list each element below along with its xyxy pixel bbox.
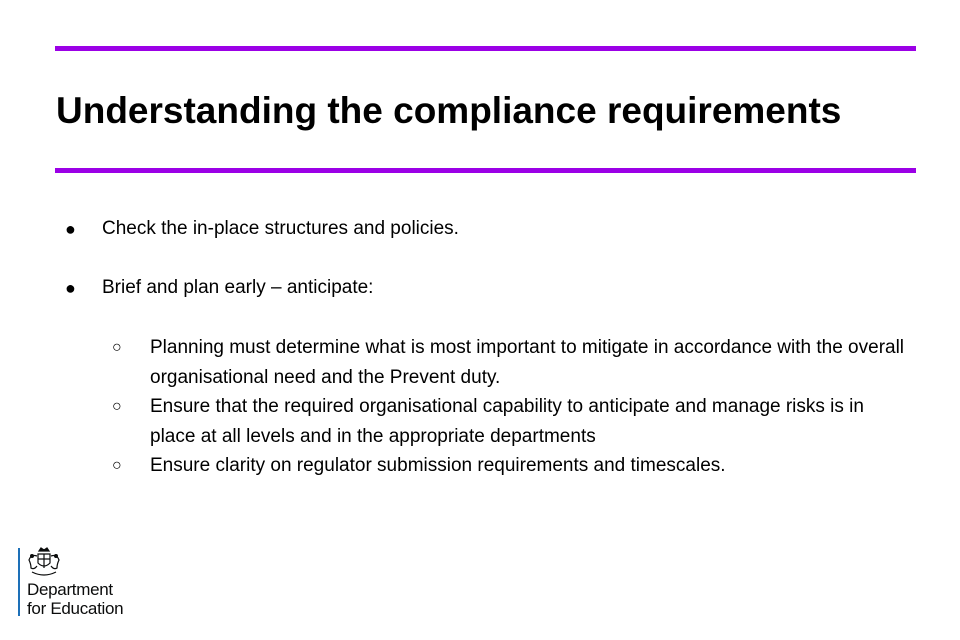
logo-bar xyxy=(18,548,20,616)
dfe-logo xyxy=(18,546,158,620)
logo-wordmark xyxy=(27,580,123,618)
bullet-marker: ● xyxy=(65,219,76,239)
royal-crest-icon xyxy=(26,546,62,578)
slide-title: Understanding the compliance requirements xyxy=(56,90,842,131)
sub-bullet-text: Ensure that the required organisational capability to anticipate and manage risks is in place at all levels and in the appropriate departments xyxy=(150,396,864,447)
sub-bullet-text: Planning must determine what is most important to mitigate in accordance with the overall organisational need and the Prevent duty. xyxy=(150,337,905,388)
logo-line-2: for Education xyxy=(27,599,124,618)
bullet-text: Check the in-place structures and policies. xyxy=(102,218,459,239)
sub-bullet-marker: ○ xyxy=(112,398,122,415)
sub-bullet-marker: ○ xyxy=(112,457,122,474)
bullet-marker: ● xyxy=(65,278,76,298)
bullet-text: Brief and plan early – anticipate: xyxy=(102,277,374,298)
sub-bullet-text: Ensure clarity on regulator submission requirements and timescales. xyxy=(150,455,726,476)
logo-line-1: Department xyxy=(27,580,113,599)
sub-bullet-marker: ○ xyxy=(112,339,122,356)
